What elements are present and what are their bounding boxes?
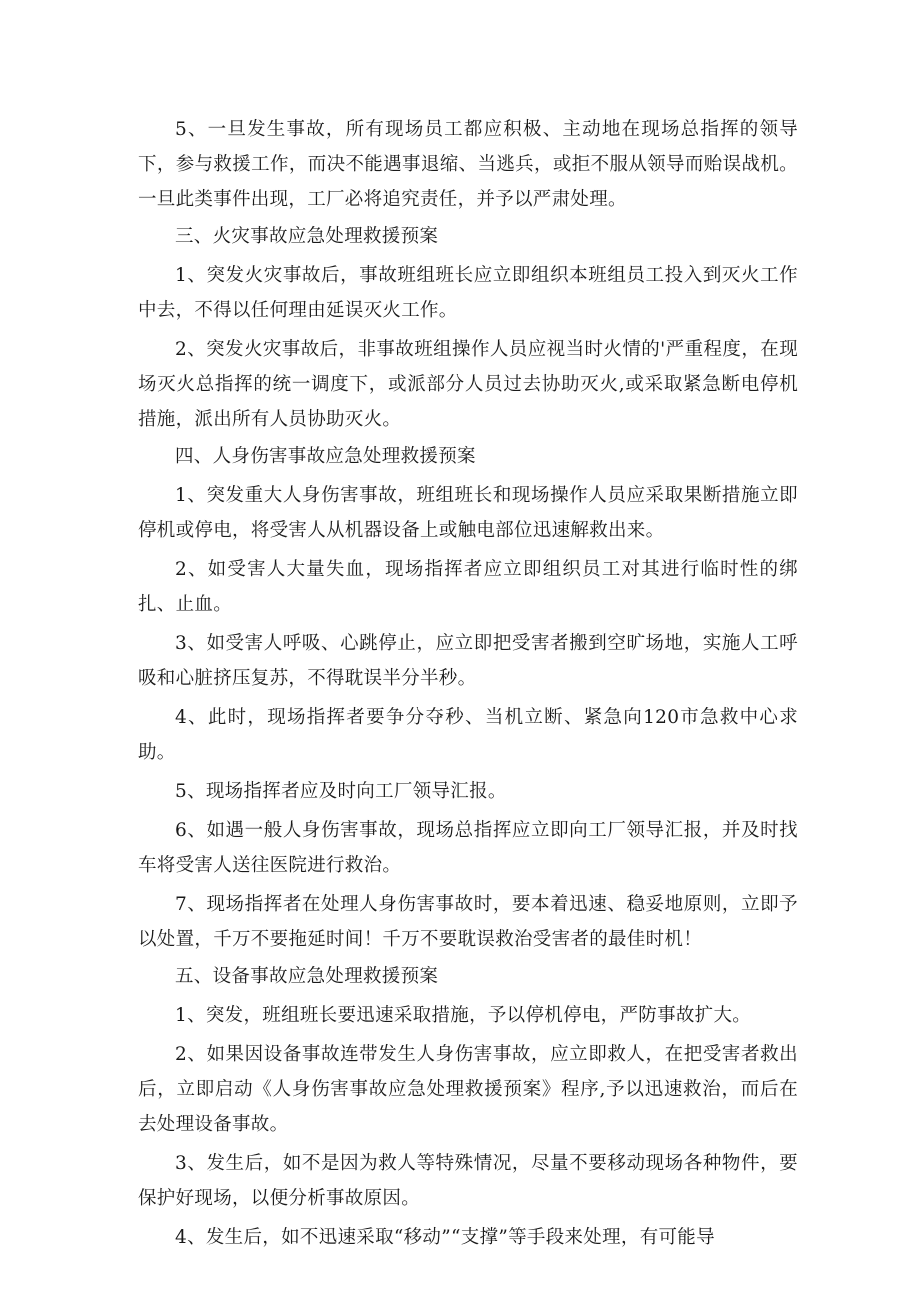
section-heading-fire: 三、火灾事故应急处理救援预案 (175, 226, 439, 247)
paragraph-equipment-4: 4、发生后，如不迅速采取“移动”“支撑”等手段来处理，有可能导 (175, 1227, 715, 1248)
paragraph-injury-2: 2、如受害人大量失血，现场指挥者应立即组织员工对其进行临时性的绑扎、止血。 (138, 559, 798, 615)
paragraph-injury-3: 3、如受害人呼吸、心跳停止，应立即把受害者搬到空旷场地，实施人工呼吸和心脏挤压复苏，不得耽误半分半秒。 (138, 633, 798, 689)
paragraph-item-5-leadership: 5、一旦发生事故，所有现场员工都应积极、主动地在现场总指挥的领导下，参与救援工作，而决不能遇事退缩、当逃兵，或拒不服从领导而贻误战机。一旦此类事件出现，工厂必将追究责任，并予以严肃处理。 (138, 119, 798, 210)
paragraph-injury-7: 7、现场指挥者在处理人身伤害事故时，要本着迅速、稳妥地原则，立即予以处置，千万不要拖延时间！千万不要耽误救治受害者的最佳时机！ (138, 894, 798, 950)
paragraph-equipment-2: 2、如果因设备事故连带发生人身伤害事故，应立即救人，在把受害者救出后，立即启动《人身伤害事故应急处理救援预案》程序,予以迅速救治，而后在去处理设备事故。 (138, 1044, 798, 1135)
section-heading-equipment: 五、设备事故应急处理救援预案 (175, 966, 439, 987)
paragraph-injury-1: 1、突发重大人身伤害事故，班组班长和现场操作人员应采取果断措施立即停机或停电，将受害人从机器设备上或触电部位迅速解救出来。 (138, 485, 798, 541)
section-heading-injury: 四、人身伤害事故应急处理救援预案 (175, 446, 476, 467)
paragraph-fire-1: 1、突发火灾事故后，事故班组班长应立即组织本班组员工投入到灭火工作中去，不得以任何理由延误灭火工作。 (138, 265, 798, 321)
document-page (138, 112, 798, 1255)
paragraph-equipment-3: 3、发生后，如不是因为救人等特殊情况，尽量不要移动现场各种物件，要保护好现场，以便分析事故原因。 (138, 1153, 798, 1209)
paragraph-injury-6: 6、如遇一般人身伤害事故，现场总指挥应立即向工厂领导汇报，并及时找车将受害人送往医院进行救治。 (138, 820, 798, 876)
paragraph-fire-2: 2、突发火灾事故后，非事故班组操作人员应视当时火情的'严重程度，在现场灭火总指挥的统一调度下，或派部分人员过去协助灭火,或采取紧急断电停机措施，派出所有人员协助灭火。 (138, 339, 798, 430)
paragraph-injury-5: 5、现场指挥者应及时向工厂领导汇报。 (175, 781, 507, 802)
paragraph-equipment-1: 1、突发，班组班长要迅速采取措施，予以停机停电，严防事故扩大。 (175, 1005, 752, 1026)
paragraph-injury-4: 4、此时，现场指挥者要争分夺秒、当机立断、紧急向120市急救中心求助。 (138, 707, 798, 763)
